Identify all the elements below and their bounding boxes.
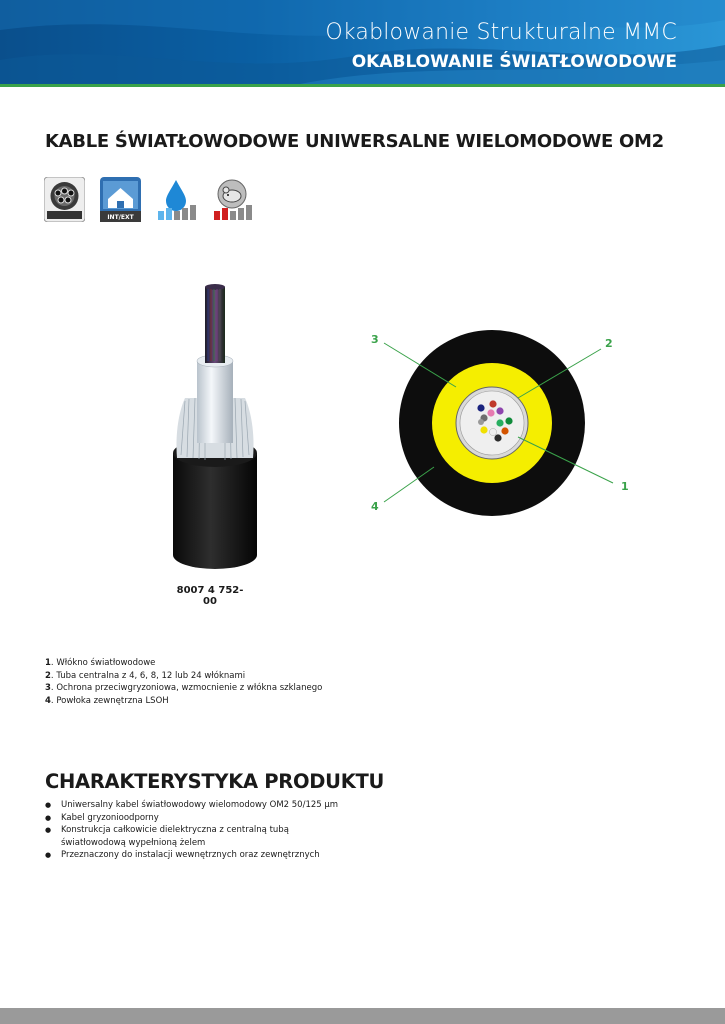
product-title: KABLE ŚWIATŁOWODOWE UNIWERSALNE WIELOMODOWE OM2: [45, 131, 664, 152]
characteristics-list: [45, 799, 385, 862]
callout-4: 4: [371, 500, 379, 513]
footer-bar: [0, 1008, 725, 1024]
icon-label-int-ext: INT/EXT: [107, 214, 134, 221]
callout-1: 1: [621, 480, 629, 493]
list-item: ● Kabel gryzonioodporny: [45, 812, 385, 825]
cable-product-illustration: [165, 283, 265, 573]
callout-2: 2: [605, 337, 613, 350]
component-legend: [45, 657, 322, 707]
list-item: ● Przeznaczony do instalacji wewnętrznych oraz zewnętrznych: [45, 849, 385, 862]
part-number: 8007 4 752-00: [176, 585, 244, 607]
characteristics-title: CHARAKTERYSTYKA PRODUKTU: [45, 770, 385, 793]
cable-section-icon: [44, 177, 85, 222]
water-resistance-icon: [156, 177, 197, 222]
header-subtitle: OKABLOWANIE ŚWIATŁOWODOWE: [351, 52, 677, 72]
header-banner: [0, 0, 725, 84]
header-title: Okablowanie Strukturalne MMC: [325, 20, 677, 45]
callout-3: 3: [371, 333, 379, 346]
feature-icons: [44, 177, 253, 222]
indoor-outdoor-house-icon: [100, 177, 141, 222]
rodent-protection-icon: [212, 177, 253, 222]
legend-item: 3. Ochrona przeciwgryzoniowa, wzmocnienie z włókna szklanego: [45, 683, 323, 693]
cable-cross-section-diagram: [360, 320, 650, 530]
list-item: ● Uniwersalny kabel światłowodowy wielomodowy OM2 50/125 µm: [45, 799, 385, 812]
legend-item: 4. Powłoka zewnętrzna LSOH: [45, 695, 169, 706]
list-item: ● Konstrukcja całkowicie dielektryczna z centralną tubą światłowodową wypełnioną żelem: [45, 824, 315, 849]
legend-item: 2. Tuba centralna z 4, 6, 8, 12 lub 24 włóknami: [45, 670, 246, 681]
header-accent-line: [0, 84, 725, 87]
legend-item: 1. Włókno światłowodowe: [45, 658, 156, 668]
